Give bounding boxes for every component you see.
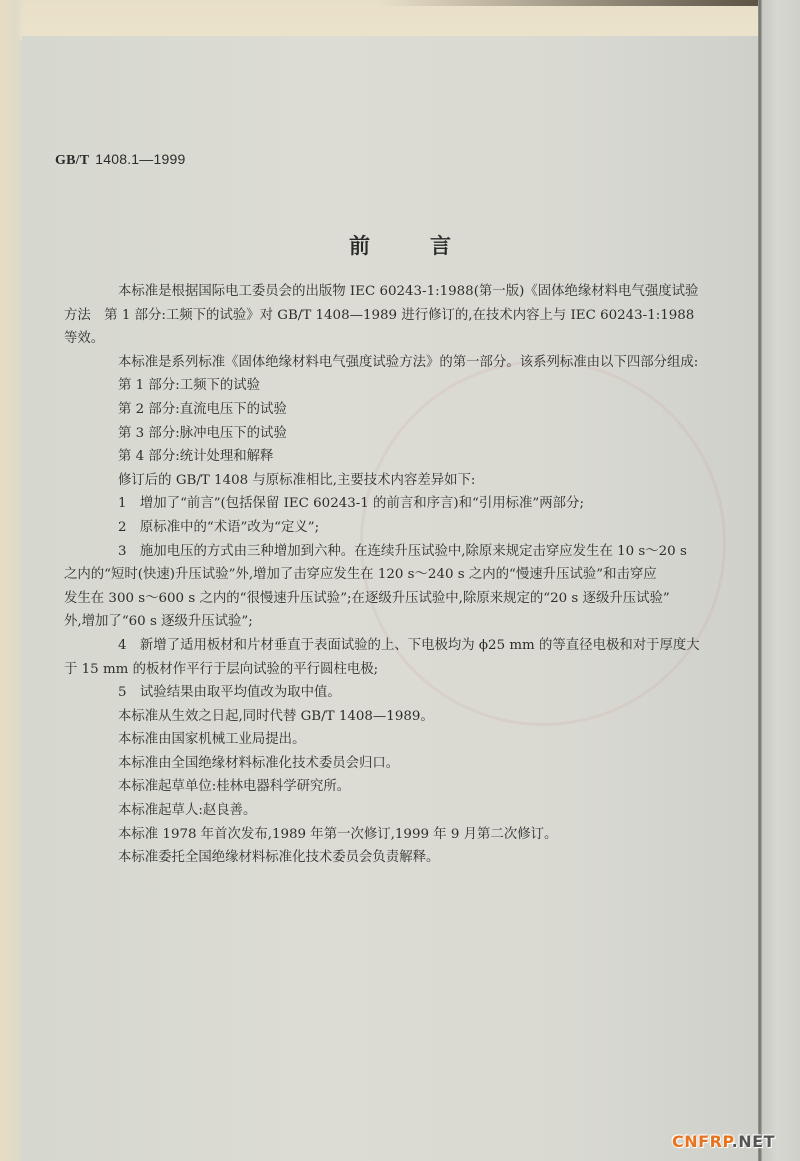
part-4: 第 4 部分:统计处理和解释 bbox=[118, 449, 274, 465]
standard-code: 1408.1—1999 bbox=[95, 151, 186, 167]
closing-drafter: 本标准起草人:赵良善。 bbox=[118, 803, 257, 819]
part-3: 第 3 部分:脉冲电压下的试验 bbox=[118, 425, 287, 441]
closing-proposed-by: 本标准由国家机械工业局提出。 bbox=[118, 732, 306, 748]
difference-item-4-line-2: 于 15 mm 的板材作平行于层向试验的平行圆柱电极; bbox=[64, 661, 379, 677]
closing-replaces: 本标准从生效之日起,同时代替 GB/T 1408—1989。 bbox=[118, 708, 434, 724]
difference-item-4-line-1: 4 新增了适用板材和片材垂直于表面试验的上、下电极均为 ϕ25 mm 的等直径电极和对于厚度大 bbox=[118, 637, 700, 653]
part-1: 第 1 部分:工频下的试验 bbox=[118, 378, 261, 394]
standard-prefix: GB/T bbox=[55, 153, 90, 168]
difference-item-5: 5 试验结果由取平均值改为取中值。 bbox=[118, 685, 341, 701]
closing-interpretation: 本标准委托全国绝缘材料标准化技术委员会负责解释。 bbox=[118, 850, 440, 866]
book-left-edge bbox=[0, 0, 24, 1161]
title-char-1: 前 bbox=[349, 233, 370, 258]
difference-item-3-line-4: 外,增加了“60 s 逐级升压试验”; bbox=[64, 614, 253, 630]
closing-drafting-unit: 本标准起草单位:桂林电器科学研究所。 bbox=[118, 779, 351, 795]
watermark-brand: CNFRP bbox=[672, 1132, 732, 1151]
foreword-body bbox=[64, 280, 761, 870]
part-2: 第 2 部分:直流电压下的试验 bbox=[118, 401, 287, 417]
differences-intro: 修订后的 GB/T 1408 与原标准相比,主要技术内容差异如下: bbox=[118, 472, 476, 488]
difference-item-1: 1 增加了“前言”(包括保留 IEC 60243-1 的前言和序言)和“引用标准”两部分; bbox=[118, 496, 584, 512]
adjacent-page bbox=[762, 0, 800, 1161]
title-char-2: 言 bbox=[430, 233, 451, 258]
watermark-tld: .NET bbox=[731, 1132, 775, 1151]
difference-item-3-line-2: 之内的“短时(快速)升压试验”外,增加了击穿应发生在 120 s～240 s 之内的“慢速升压试验”和击穿应 bbox=[64, 567, 657, 583]
site-watermark bbox=[672, 1132, 775, 1151]
paragraph-2: 本标准是系列标准《固体绝缘材料电气强度试验方法》的第一部分。该系列标准由以下四部分组成: bbox=[118, 354, 699, 370]
difference-item-3-line-3: 发生在 300 s～600 s 之内的“很慢速升压试验”;在逐级升压试验中,除原来规定的“20 s 逐级升压试验” bbox=[64, 590, 670, 606]
paragraph-1-line-3: 等效。 bbox=[64, 331, 105, 347]
book-top-edge bbox=[0, 0, 800, 40]
paragraph-1-line-1: 本标准是根据国际电工委员会的出版物 IEC 60243-1:1988(第一版)《固体绝缘材料电气强度试验 bbox=[118, 284, 699, 299]
scan-shadow bbox=[380, 0, 800, 6]
closing-history: 本标准 1978 年首次发布,1989 年第一次修订,1999 年 9 月第二次修订。 bbox=[118, 826, 558, 842]
closing-administered-by: 本标准由全国绝缘材料标准化技术委员会归口。 bbox=[118, 755, 400, 771]
page-title bbox=[300, 230, 500, 260]
paragraph-1-line-2: 方法 第 1 部分:工频下的试验》对 GB/T 1408—1989 进行修订的,在技术内容上与 IEC 60243-1:1988 bbox=[64, 307, 695, 323]
difference-item-3-line-1: 3 施加电压的方式由三种增加到六种。在连续升压试验中,除原来规定击穿应发生在 10 s～20 s bbox=[118, 543, 687, 559]
difference-item-2: 2 原标准中的“术语”改为“定义”; bbox=[118, 519, 320, 535]
standard-number bbox=[55, 151, 185, 169]
